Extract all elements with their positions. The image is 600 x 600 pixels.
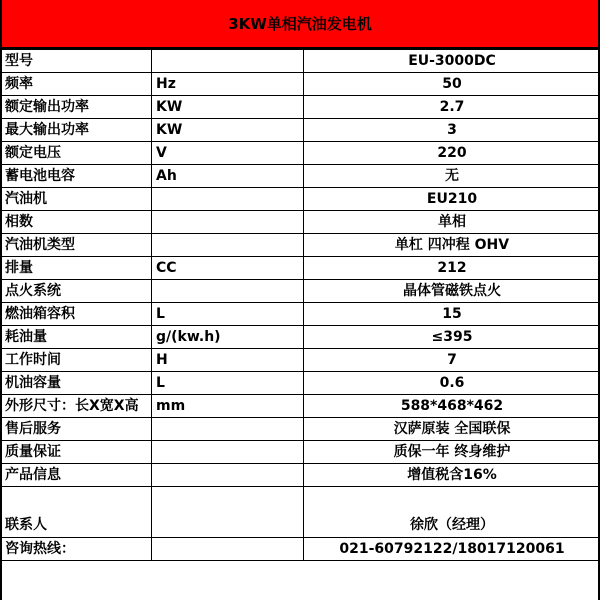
page-title: 3KW单相汽油发电机 — [228, 15, 372, 33]
param-unit: g/(kw.h) — [152, 326, 304, 349]
title-bar — [0, 0, 600, 49]
param-name: 汽油机 — [1, 188, 152, 211]
param-value: 15 — [304, 303, 600, 326]
param-unit — [152, 487, 304, 538]
param-unit — [152, 211, 304, 234]
table-row — [1, 96, 600, 119]
param-value: 0.6 — [304, 372, 600, 395]
left-border — [0, 0, 2, 600]
param-value: 2.7 — [304, 96, 600, 119]
table-row — [1, 303, 600, 326]
table-row — [1, 50, 600, 73]
param-unit — [152, 418, 304, 441]
param-unit — [152, 464, 304, 487]
param-value: 588*468*462 — [304, 395, 600, 418]
param-name: 产品信息 — [1, 464, 152, 487]
param-value: 3 — [304, 119, 600, 142]
param-name: 咨询热线： — [1, 538, 152, 561]
param-unit: L — [152, 303, 304, 326]
param-name: 相数 — [1, 211, 152, 234]
param-value: 质保一年 终身维护 — [304, 441, 600, 464]
param-name: 额定输出功率 — [1, 96, 152, 119]
param-value: 单相 — [304, 211, 600, 234]
param-name: 质量保证 — [1, 441, 152, 464]
table-row — [1, 395, 600, 418]
param-name: 工作时间 — [1, 349, 152, 372]
param-name: 额定电压 — [1, 142, 152, 165]
param-unit: CC — [152, 257, 304, 280]
param-unit: L — [152, 372, 304, 395]
param-name: 机油容量 — [1, 372, 152, 395]
table-row — [1, 464, 600, 487]
table-row — [1, 234, 600, 257]
table-row — [1, 487, 600, 538]
param-unit: Hz — [152, 73, 304, 96]
table-row — [1, 441, 600, 464]
table-row — [1, 326, 600, 349]
spec-table-body — [1, 50, 600, 561]
param-unit — [152, 538, 304, 561]
param-unit — [152, 280, 304, 303]
param-value: 50 — [304, 73, 600, 96]
param-value: 增值税含16% — [304, 464, 600, 487]
param-name: 点火系统 — [1, 280, 152, 303]
table-row — [1, 418, 600, 441]
param-name: 燃油箱容积 — [1, 303, 152, 326]
param-value: ≤395 — [304, 326, 600, 349]
param-unit — [152, 234, 304, 257]
param-value: 晶体管磁铁点火 — [304, 280, 600, 303]
param-value: 无 — [304, 165, 600, 188]
param-unit: Ah — [152, 165, 304, 188]
param-name: 售后服务 — [1, 418, 152, 441]
param-value: EU-3000DC — [304, 50, 600, 73]
table-row — [1, 142, 600, 165]
table-row — [1, 372, 600, 395]
table-row — [1, 73, 600, 96]
param-name: 最大输出功率 — [1, 119, 152, 142]
param-unit: V — [152, 142, 304, 165]
param-name: 联系人 — [1, 487, 152, 538]
table-row — [1, 119, 600, 142]
param-name: 外形尺寸：长X宽X高 — [1, 395, 152, 418]
table-row — [1, 538, 600, 561]
param-unit — [152, 188, 304, 211]
table-row — [1, 165, 600, 188]
param-name: 汽油机类型 — [1, 234, 152, 257]
param-value: EU210 — [304, 188, 600, 211]
param-name: 排量 — [1, 257, 152, 280]
param-value: 220 — [304, 142, 600, 165]
param-unit — [152, 50, 304, 73]
param-value: 徐欣（经理） — [304, 487, 600, 538]
param-unit — [152, 441, 304, 464]
param-value: 单杠 四冲程 OHV — [304, 234, 600, 257]
param-name: 频率 — [1, 73, 152, 96]
param-value: 212 — [304, 257, 600, 280]
param-unit: H — [152, 349, 304, 372]
param-unit: mm — [152, 395, 304, 418]
param-value: 021-60792122/18017120061 — [304, 538, 600, 561]
table-row — [1, 211, 600, 234]
table-row — [1, 349, 600, 372]
table-row — [1, 280, 600, 303]
spec-table — [0, 49, 600, 561]
param-name: 耗油量 — [1, 326, 152, 349]
param-unit: KW — [152, 119, 304, 142]
table-row — [1, 188, 600, 211]
param-name: 型号 — [1, 50, 152, 73]
param-name: 蓄电池电容 — [1, 165, 152, 188]
table-row — [1, 257, 600, 280]
param-unit: KW — [152, 96, 304, 119]
param-value: 7 — [304, 349, 600, 372]
param-value: 汉萨原装 全国联保 — [304, 418, 600, 441]
